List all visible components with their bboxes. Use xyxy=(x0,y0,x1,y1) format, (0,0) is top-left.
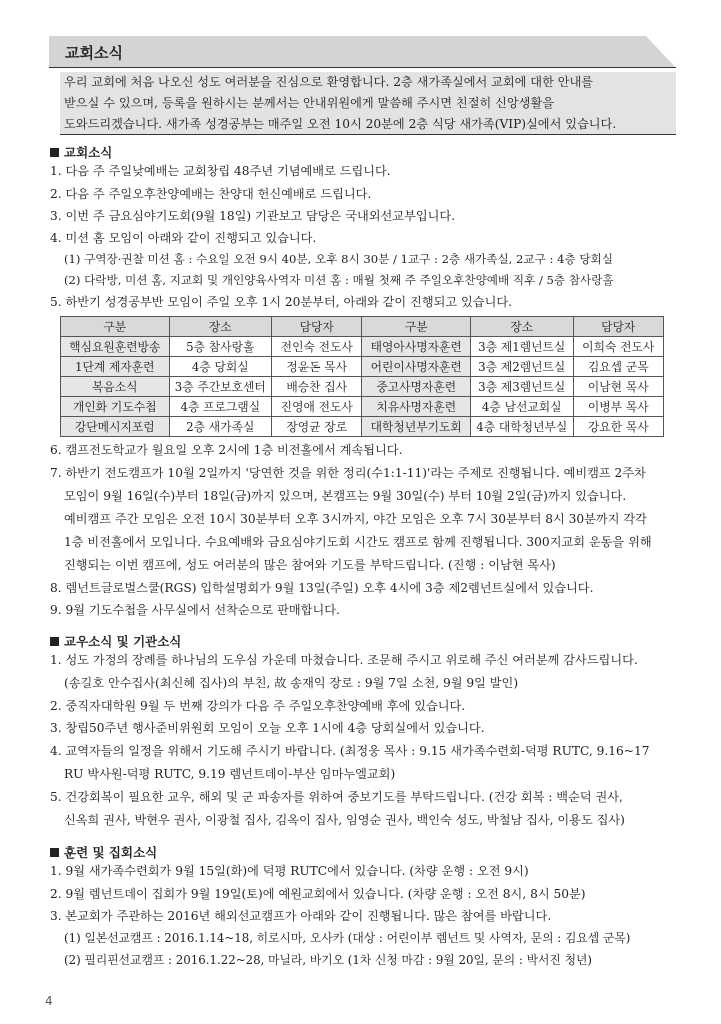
news-item: 3. 이번 주 금요심야기도회(9월 18일) 기관보고 담당은 국내외선교부입니다. xyxy=(50,209,456,223)
table-row xyxy=(61,357,664,377)
table-header-cell: 장소 xyxy=(471,317,574,337)
table-header-cell: 담당자 xyxy=(573,317,664,337)
table-cell: 3층 제3렘넌트실 xyxy=(471,377,574,397)
square-bullet-icon xyxy=(50,148,59,157)
news-item: 2. 9월 렘넌트데이 집회가 9월 19일(토)에 예원교회에서 있습니다. (차량 운행 : 오전 8시, 8시 50분) xyxy=(50,887,586,901)
table-cell: 어린이사명자훈련 xyxy=(362,357,471,377)
table-row xyxy=(61,337,664,357)
news-item: 1. 다음 주 주일낮예배는 교회창립 48주년 기념예배로 드립니다. xyxy=(50,164,391,178)
news-item: 2. 중직자대학원 9월 두 번째 강의가 다음 주 주일오후찬양예배 후에 있습니다. xyxy=(50,699,466,713)
section-tab-header xyxy=(49,36,676,68)
table-cell: 강요한 목사 xyxy=(573,417,664,437)
table-cell: 5층 참사랑홀 xyxy=(169,337,272,357)
square-bullet-icon xyxy=(50,848,59,857)
section-heading-church-news xyxy=(50,143,112,161)
table-row xyxy=(61,417,664,437)
welcome-line: 받으실 수 있으며, 등록을 원하시는 분께서는 안내위원에게 말씀해 주시면 친절히 신앙생활을 xyxy=(64,96,554,110)
news-item: 5. 하반기 성경공부반 모임이 주일 오후 1시 20분부터, 아래와 같이 진행되고 있습니다. xyxy=(50,295,512,309)
section-title: 교회소식 xyxy=(64,145,113,160)
table-cell: 치유사명자훈련 xyxy=(362,397,471,417)
news-item: 3. 본교회가 주관하는 2016년 해외선교캠프가 아래와 같이 진행됩니다. 많은 참여를 바랍니다. xyxy=(50,909,552,923)
table-header-cell: 구분 xyxy=(61,317,170,337)
table-row xyxy=(61,397,664,417)
table-header-cell: 구분 xyxy=(362,317,471,337)
table-cell: 4층 당회실 xyxy=(169,357,272,377)
table-cell: 배승찬 집사 xyxy=(272,377,362,397)
news-item-continuation: (송길호 안수집사(최신혜 집사)의 부친, 故 송재익 장로 : 9월 7일 소천, 9월 9일 발인) xyxy=(64,676,519,690)
table-cell: 이병부 목사 xyxy=(573,397,664,417)
news-item: 4. 교역자들의 일정을 위해서 기도해 주시기 바랍니다. (최정웅 목사 : 9.15 새가족수련회-덕평 RUTC, 9.16~17 xyxy=(50,744,650,758)
square-bullet-icon xyxy=(50,637,59,646)
news-item: 7. 하반기 전도캠프가 10월 2일까지 '당연한 것을 위한 정리(수1:1-11)'라는 주제로 진행됩니다. 예비캠프 2주차 xyxy=(50,466,646,480)
table-header-cell: 장소 xyxy=(169,317,272,337)
table-cell: 진영애 전도사 xyxy=(272,397,362,417)
news-item: 8. 렘넌트글로벌스쿨(RGS) 입학설명회가 9월 13일(주일) 오후 4시에 3층 제2렘넌트실에서 있습니다. xyxy=(50,581,594,595)
table-cell: 정윤돈 목사 xyxy=(272,357,362,377)
table-row xyxy=(61,377,664,397)
section-heading-training-news xyxy=(50,843,157,861)
news-item-continuation: 모임이 9월 16일(수)부터 18일(금)까지 있으며, 본캠프는 9월 30일(수) 부터 10월 2일(금)까지 있습니다. xyxy=(64,489,627,503)
news-subitem: (2) 필리핀선교캠프 : 2016.1.22~28, 마닐라, 바기오 (1차 신청 마감 : 9월 20일, 문의 : 박서진 청년) xyxy=(64,953,592,967)
table-cell: 2층 새가족실 xyxy=(169,417,272,437)
news-item: 3. 창립50주년 행사준비위원회 모임이 오늘 오후 1시에 4층 당회실에서 있습니다. xyxy=(50,721,485,735)
table-header-cell: 담당자 xyxy=(272,317,362,337)
welcome-line: 우리 교회에 처음 나오신 성도 여러분을 진심으로 환영합니다. 2층 새가족실에서 교회에 대한 안내를 xyxy=(64,75,594,89)
section-title: 교우소식 및 기관소식 xyxy=(64,634,182,649)
news-item: 6. 캠프전도학교가 월요일 오후 2시에 1층 비전홀에서 계속됩니다. xyxy=(50,443,403,457)
news-item: 4. 미션 홈 모임이 아래와 같이 진행되고 있습니다. xyxy=(50,231,317,245)
table-cell: 4층 남선교회실 xyxy=(471,397,574,417)
table-cell: 강단메시지포럼 xyxy=(61,417,170,437)
table-cell: 4층 대학청년부실 xyxy=(471,417,574,437)
welcome-line: 도와드리겠습니다. 새가족 성경공부는 매주일 오전 10시 20분에 2층 식당 새가족(VIP)실에서 있습니다. xyxy=(64,117,617,131)
news-item-continuation: 신옥희 권사, 박현우 권사, 이광철 집사, 김옥이 집사, 임영순 권사, 백인숙 성도, 박철남 집사, 이용도 집사) xyxy=(64,813,625,827)
news-item: 1. 9월 새가족수련회가 9월 15일(화)에 덕평 RUTC에서 있습니다. (차량 운행 : 오전 9시) xyxy=(50,864,529,878)
news-item: 5. 건강회복이 필요한 교우, 해외 및 군 파송자를 위하여 중보기도를 부탁드립니다. (건강 회복 : 백순덕 권사, xyxy=(50,790,623,804)
table-cell: 태영아사명자훈련 xyxy=(362,337,471,357)
table-cell: 전인숙 전도사 xyxy=(272,337,362,357)
table-cell: 김요셉 군목 xyxy=(573,357,664,377)
page-number: 4 xyxy=(45,994,53,1008)
page-title: 교회소식 xyxy=(65,44,123,62)
table-cell: 3층 제1렘넌트실 xyxy=(471,337,574,357)
table-cell: 복음소식 xyxy=(61,377,170,397)
table-cell: 장영균 장로 xyxy=(272,417,362,437)
news-item: 2. 다음 주 주일오후찬양예배는 찬양대 헌신예배로 드립니다. xyxy=(50,187,372,201)
tab-background-shape xyxy=(49,36,676,68)
table-cell: 중고사명자훈련 xyxy=(362,377,471,397)
table-cell: 4층 프로그램실 xyxy=(169,397,272,417)
table-cell: 이희숙 전도사 xyxy=(573,337,664,357)
news-subitem: (2) 다락방, 미션 홈, 지교회 및 개인양육사역자 미션 홈 : 매월 첫째 주 주일오후찬양예배 직후 / 5층 참사랑홀 xyxy=(64,273,614,287)
bible-study-schedule-table xyxy=(60,316,664,437)
news-item-continuation: RU 박사원-덕평 RUTC, 9.19 렘넌트데이-부산 임마누엘교회) xyxy=(64,767,396,781)
table-cell: 핵심요원훈련방송 xyxy=(61,337,170,357)
table-cell: 대학청년부기도회 xyxy=(362,417,471,437)
section-heading-member-news xyxy=(50,632,181,650)
news-item: 1. 성도 가정의 장례를 하나님의 도우심 가운데 마쳤습니다. 조문해 주시고 위로해 주신 여러분께 감사드립니다. xyxy=(50,653,638,667)
table-cell: 1단계 제자훈련 xyxy=(61,357,170,377)
section-title: 훈련 및 집회소식 xyxy=(64,845,158,860)
table-cell: 개인화 기도수첩 xyxy=(61,397,170,417)
table-cell: 이남현 목사 xyxy=(573,377,664,397)
welcome-box xyxy=(60,72,676,135)
news-subitem: (1) 구역장·권찰 미션 홈 : 수요일 오전 9시 40분, 오후 8시 30분 / 1교구 : 2층 새가족실, 2교구 : 4층 당회실 xyxy=(64,252,613,266)
news-item-continuation: 1층 비전홀에서 모입니다. 수요예배와 금요심야기도회 시간도 캠프로 함께 진행됩니다. 300지교회 운동을 위해 xyxy=(64,535,652,549)
table-cell: 3층 주간보호센터 xyxy=(169,377,272,397)
table-cell: 3층 제2렘넌트실 xyxy=(471,357,574,377)
news-item-continuation: 진행되는 이번 캠프에, 성도 여러분의 많은 참여와 기도를 부탁드립니다. (진행 : 이남현 목사) xyxy=(64,558,556,572)
news-item: 9. 9월 기도수첩을 사무실에서 선착순으로 판매합니다. xyxy=(50,603,340,617)
news-item-continuation: 예비캠프 주간 모임은 오전 10시 30분부터 오후 3시까지, 야간 모임은 오후 7시 30분부터 8시 30분까지 각각 xyxy=(64,512,647,526)
news-subitem: (1) 일본선교캠프 : 2016.1.14~18, 히로시마, 오사카 (대상 : 어린이부 렘넌트 및 사역자, 문의 : 김요셉 군목) xyxy=(64,931,631,945)
table-header-row xyxy=(61,317,664,337)
